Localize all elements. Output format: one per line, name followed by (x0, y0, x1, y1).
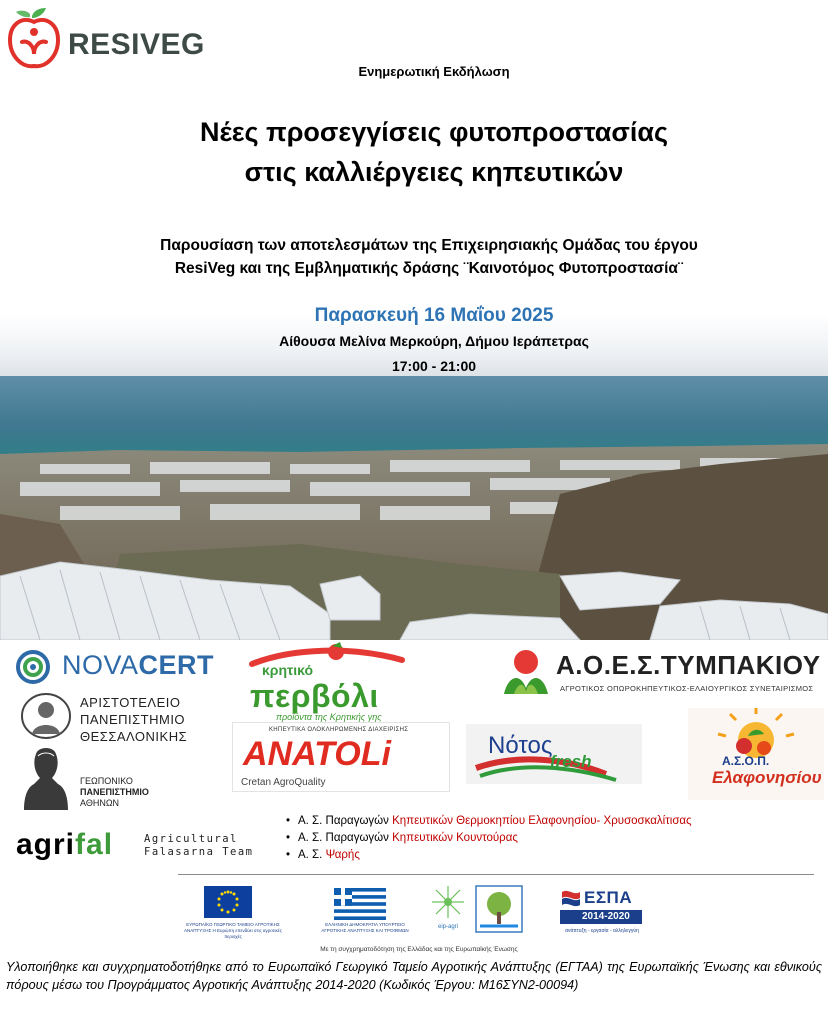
aua-line-2: ΠΑΝΕΠΙΣΤΗΜΙΟ (80, 787, 149, 797)
divider (178, 874, 814, 875)
aua-line-1: ΓΕΩΠΟΝΙΚΟ (80, 776, 133, 786)
asop-elafonisiou-logo (688, 708, 824, 800)
auth-line-3: ΘΕΣΣΑΛΟΝΙΚΗΣ (80, 729, 188, 744)
coop-name: Ψαρής (325, 849, 360, 861)
espa-slogan: ανάπτυξη - εργασία - αλληλεγγύη (565, 928, 639, 934)
aristotle-portrait-icon (18, 692, 74, 740)
auth-name (80, 694, 187, 745)
greek-ministry-logo (321, 888, 409, 936)
eafrd-eu-logo (184, 886, 294, 939)
coop-prefix: Α. Σ. Παραγωγών (298, 832, 393, 844)
aua-logo (14, 744, 214, 814)
anatoli-line-2: ANATOLi (243, 735, 391, 773)
agrifal-part1: agri (16, 828, 76, 861)
rural-development-programme-logo (474, 884, 524, 934)
event-date: Παρασκευή 16 Μαΐου 2025 (314, 305, 554, 326)
novacert-part1: NOVA (62, 650, 139, 680)
event-time: 17:00 - 21:00 (391, 358, 477, 374)
novacert-wordmark (62, 650, 214, 681)
notos-fresh-logo (466, 724, 642, 784)
page-title (0, 112, 828, 192)
espa-title: ΕΣΠΑ (584, 888, 633, 907)
coop-prefix: Α. Σ. Παραγωγών (298, 815, 393, 827)
eu-flag-icon (204, 886, 252, 918)
agrifal-logo (16, 826, 262, 864)
event-venue: Αίθουσα Μελίνα Μερκούρη, Δήμου Ιεράπετρας (279, 333, 589, 349)
subtitle (0, 234, 828, 280)
tympakiou-line-2: ΑΓΡΟΤΙΚΟΣ ΟΠΩΡΟΚΗΠΕΥΤΙΚΟΣ-ΕΛΑΙΟΥΡΓΙΚΟΣ ΣΥΝΕΤΑΙΡΙΣΜΟΣ (560, 684, 814, 693)
novacert-part2: CERT (138, 650, 215, 680)
agrifal-wordmark (16, 828, 113, 862)
kritiko-pervoli-logo (232, 642, 418, 722)
aua-name (80, 776, 149, 809)
list-item (286, 830, 806, 847)
subtitle-line-2: ResiVeg και της Εμβληματικής δράσης ¨Καινοτόμος Φυτοπροστασία¨ (174, 260, 684, 277)
auth-logo (14, 692, 214, 742)
coop-name: Κηπευτικών Θερμοκηπίου Ελαφονησίου- Χρυσοσκαλίτισας (392, 815, 692, 827)
list-item (286, 847, 806, 864)
coop-name: Κηπευτικών Κουντούρας (392, 832, 518, 844)
asop-line-1: Α.Σ.Ο.Π. (722, 754, 770, 768)
agrifal-line-1: Agricultural (144, 833, 238, 845)
auth-line-1: ΑΡΙΣΤΟΤΕΛΕΙΟ (80, 695, 181, 710)
footer-funding-note: Υλοποιήθηκε και συγχρηματοδοτήθηκε από το Ευρωπαϊκό Γεωργικό Ταμείο Αγροτικής Ανάπτυξης (ΕΓΤΑΑ) της Ευρωπαϊκής Ένωσης και εθνικούς πόρους μέσω του Προγράμματος Αγροτικής Ανάπτυξης 2014-2020 (Κωδικός Έργου: Μ16ΣΥΝ2-00094) (6, 960, 822, 992)
subtitle-line-1: Παρουσίαση των αποτελεσμάτων της Επιχειρησιακής Ομάδας του έργου (160, 237, 698, 254)
anatoli-logo (232, 722, 450, 792)
anatoli-line-3: Cretan AgroQuality (241, 777, 326, 788)
pervoli-line-1: κρητικό (262, 662, 314, 678)
agrifal-line-2: Falasarna Team (144, 846, 254, 858)
agrifal-tagline (144, 833, 254, 859)
novacert-logo (16, 650, 221, 684)
espa-flag-icon (560, 888, 582, 908)
eip-label: eip-agri (437, 924, 458, 930)
espa-years: 2014-2020 (582, 911, 630, 922)
pervoli-line-3: προϊόντα της Κρητικής γης (276, 712, 382, 722)
auth-line-2: ΠΑΝΕΠΙΣΤΗΜΙΟ (80, 712, 186, 727)
funding-caption: Με τη συγχρηματοδότηση της Ελλάδας και της Ευρωπαϊκής Ένωσης (320, 946, 518, 953)
title-line-1: Νέες προσεγγίσεις φυτοπροστασίας (200, 117, 668, 147)
novacert-swirl-icon (16, 650, 50, 684)
resiveg-logo (8, 6, 218, 70)
asop-line-2: Ελαφονησίου (712, 768, 822, 787)
tympakiou-line-1: Α.Ο.Ε.Σ.ΤΥΜΠΑΚΙΟΥ (556, 650, 821, 680)
notos-line-1: Νότος (488, 732, 553, 759)
pervoli-line-2: περβόλι (250, 678, 379, 714)
greek-flag-icon (334, 888, 386, 920)
aoes-tympakiou-logo (500, 648, 821, 696)
tomato-icon (232, 642, 418, 672)
aua-portrait-icon (18, 744, 74, 812)
aua-line-3: ΑΘΗΝΩΝ (80, 798, 120, 808)
notos-line-2: fresh (550, 752, 592, 771)
gr-caption: ΕΛΛΗΝΙΚΗ ΔΗΜΟΚΡΑΤΙΑ ΥΠΟΥΡΓΕΙΟ ΑΓΡΟΤΙΚΗΣ ΑΝΑΠΤΥΞΗΣ ΚΑΙ ΤΡΟΦΙΜΩΝ (321, 922, 409, 933)
tree-icon (474, 884, 524, 934)
event-type: Ενημερωτική Εκδήλωση (358, 64, 510, 79)
coop-prefix: Α. Σ. (298, 849, 326, 861)
eu-caption: ΕΥΡΩΠΑΪΚΟ ΓΕΩΡΓΙΚΟ ΤΑΜΕΙΟ ΑΓΡΟΤΙΚΗΣ ΑΝΑΠΤΥΞΗΣ Η Ευρώπη επενδύει στις αγροτικές περιοχές (184, 922, 282, 939)
cooperatives-list (286, 813, 806, 864)
eip-dandelion-icon (426, 884, 470, 922)
anatoli-line-1: ΚΗΠΕΥΤΙΚΑ ΟΛΟΚΛΗΡΩΜΕΝΗΣ ΔΙΑΧΕΙΡΙΣΗΣ (269, 727, 409, 733)
sun-leaf-icon (500, 648, 552, 696)
eip-agri-logo (426, 884, 470, 934)
title-line-2: στις καλλιέργειες κηπευτικών (244, 157, 624, 187)
resiveg-wordmark: RESIVEG (68, 28, 205, 61)
list-item (286, 813, 806, 830)
espa-logo (560, 888, 642, 938)
agrifal-part2: fal (75, 828, 114, 861)
resiveg-apple-icon (8, 6, 60, 70)
